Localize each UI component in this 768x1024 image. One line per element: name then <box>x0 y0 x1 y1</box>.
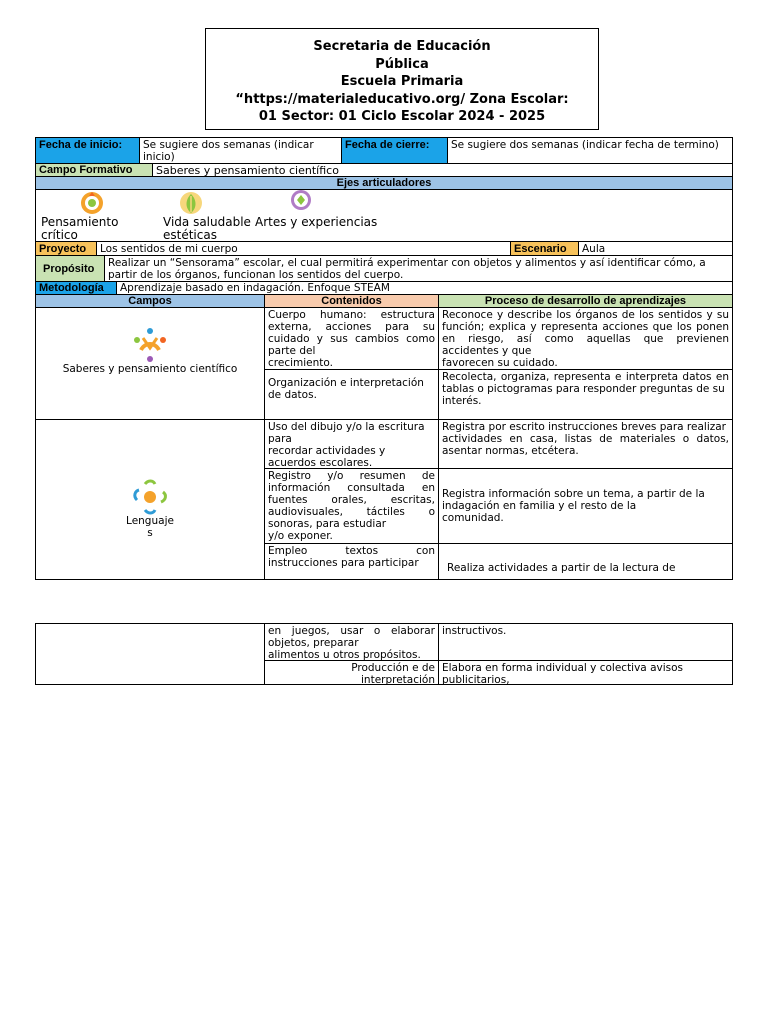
eje-pensamiento-critico: Pensamiento crítico <box>41 215 119 242</box>
lenguajes-icon <box>131 478 169 516</box>
contenido-cont-row-2: Producción e de interpretación <box>264 660 439 685</box>
contenido-row-1: Cuerpo humano: estructura externa, acciones para su cuidado y sus cambios como parte del crecimiento. <box>264 307 439 370</box>
proceso-row-3: Registra por escrito instrucciones breves para realizar actividades en casa, listas de materiales o datos, asentar normas, etcétera. <box>438 419 733 469</box>
col-contenidos-header: Contenidos <box>264 294 439 308</box>
fecha-cierre-value: Se sugiere dos semanas (indicar fecha de termino) <box>447 137 733 164</box>
proceso-cont-row-1: instructivos. <box>438 623 733 661</box>
header-line-4: “https://materialeducativo.org/ Zona Escolar: <box>235 91 569 107</box>
contenido-row-5: Empleo textos con instrucciones para participar <box>264 543 439 580</box>
eje-artes-experiencias: Artes y experiencias <box>255 215 378 229</box>
fecha-cierre-label: Fecha de cierre: <box>341 137 448 164</box>
proceso-row-1: Reconoce y describe los órganos de los sentidos y su función; explica y representa acciones que los ponen en riesgo, así como aquellas que previenen accidentes y que favorecen su cuidado. <box>438 307 733 370</box>
escenario-value: Aula <box>578 241 733 256</box>
school-header <box>205 28 599 130</box>
header-line-3: Escuela Primaria <box>340 74 464 89</box>
proceso-row-4: Registra información sobre un tema, a partir de la indagación en familia y el resto de la comunidad. <box>438 468 733 544</box>
proyecto-value: Los sentidos de mi cuerpo <box>96 241 511 256</box>
proposito-value: Realizar un “Sensorama” escolar, el cual permitirá experimentar con objetos y alimentos y así identificar cómo, a partir de los órganos, funcionan los sentidos del cuerpo. <box>104 255 733 282</box>
header-line-5: 01 Sector: 01 Ciclo Escolar 2024 - 2025 <box>258 109 546 124</box>
pensamiento-critico-icon <box>76 190 108 218</box>
fecha-inicio-label: Fecha de inicio: <box>35 137 140 164</box>
campo-saberes-cell <box>35 307 265 420</box>
campo-saberes-label: Saberes y pensamiento científico <box>62 363 238 375</box>
proceso-cont-row-2: Elabora en forma individual y colectiva avisos publicitarios, <box>438 660 733 685</box>
metodologia-label: Metodología <box>35 281 117 295</box>
saberes-icon <box>131 326 169 364</box>
contenido-row-3: Uso del dibujo y/o la escritura para recordar actividades y acuerdos escolares. <box>264 419 439 469</box>
proceso-row-5: Realiza actividades a partir de la lectura de <box>438 543 733 580</box>
metodologia-value: Aprendizaje basado en indagación. Enfoque STEAM <box>116 281 733 295</box>
col-proceso-header: Proceso de desarrollo de aprendizajes <box>438 294 733 308</box>
contenido-cont-row-1: en juegos, usar o elaborar objetos, preparar alimentos u otros propósitos. <box>264 623 439 661</box>
contenido-row-2: Organización e interpretación de datos. <box>264 369 439 420</box>
campo-lenguajes-cell <box>35 419 265 580</box>
ejes-header: Ejes articuladores <box>35 176 733 190</box>
campo-continuation-cell <box>35 623 265 685</box>
fecha-inicio-value: Se sugiere dos semanas (indicar inicio) <box>139 137 342 164</box>
header-line-2: Pública <box>375 56 429 72</box>
col-campos-header: Campos <box>35 294 265 308</box>
escenario-label: Escenario <box>510 241 579 256</box>
contenido-row-4: Registro y/o resumen de información consultada en fuentes orales, escritas, audiovisuales, táctiles o sonoras, para estudiar y/o exponer. <box>264 468 439 544</box>
vida-saludable-icon <box>176 190 206 218</box>
eje-vida-saludable: Vida saludable estéticas <box>163 215 251 242</box>
ejes-row <box>35 189 733 242</box>
artes-experiencias-icon <box>288 189 314 214</box>
campo-lenguajes-label: Lenguaje s <box>126 515 174 539</box>
campo-formativo-value: Saberes y pensamiento científico <box>152 163 733 177</box>
header-line-1: Secretaria de Educación <box>313 39 491 54</box>
proceso-row-2: Recolecta, organiza, representa e interpreta datos en tablas o pictogramas para responder preguntas de su interés. <box>438 369 733 420</box>
proposito-label: Propósito <box>35 255 105 282</box>
proyecto-label: Proyecto <box>35 241 97 256</box>
campo-formativo-label: Campo Formativo <box>35 163 153 177</box>
